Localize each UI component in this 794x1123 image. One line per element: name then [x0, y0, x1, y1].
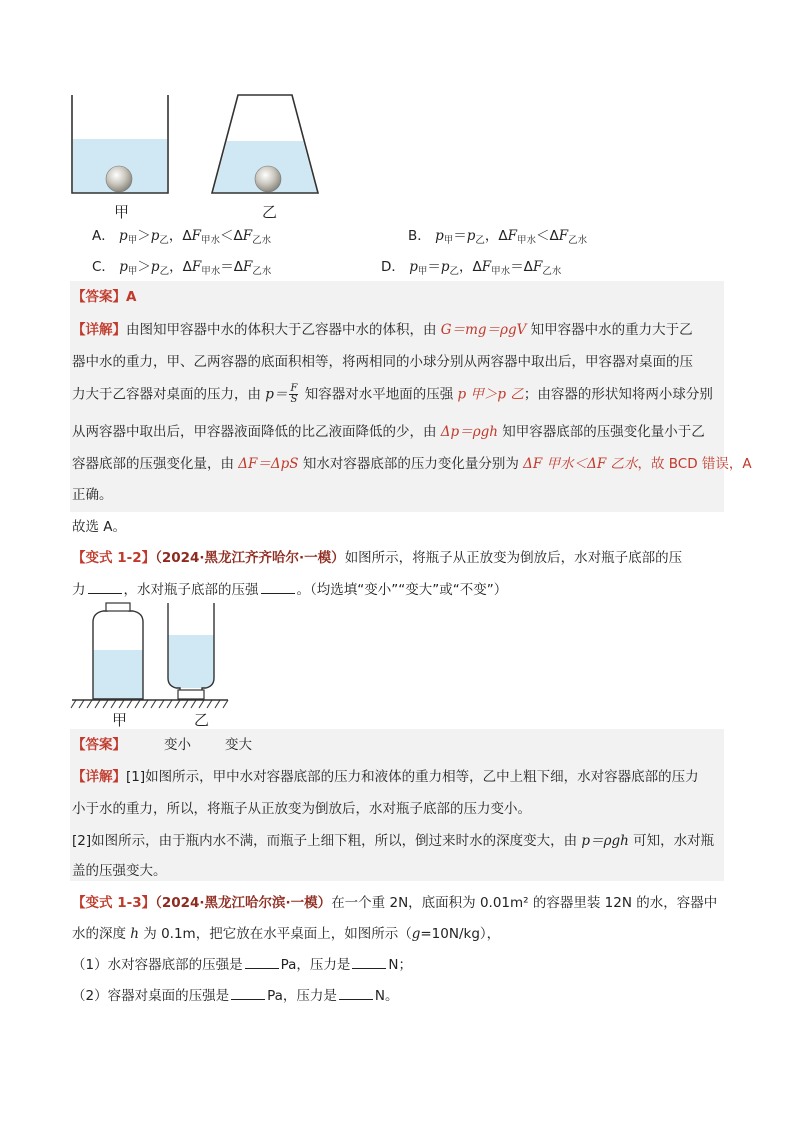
conclusion-1: 故选 A。: [72, 519, 127, 535]
question-1-3-line-2: 水的深度 h 为 0.1m，把它放在水平桌面上，如图所示（g=10N/kg），: [72, 926, 501, 942]
answer-1: 【答案】A: [72, 289, 137, 305]
figure-containers: [70, 92, 330, 200]
detail-1-line-6: 正确。: [72, 487, 113, 503]
question-1-3-sub-2: （2）容器对桌面的压强是 Pa，压力是 N。: [72, 988, 399, 1004]
figure2-label-yi: 乙: [194, 711, 210, 729]
detail-2-line-1: 【详解】[1]如图所示，甲中水对容器底部的压力和液体的重力相等，乙中上粗下细，水对容器底部的压力: [72, 769, 699, 785]
detail-1-line-1: 【详解】由图知甲容器中水的体积大于乙容器中水的体积，由 G＝mg＝ρgV 知甲容器中水的重力大于乙: [72, 322, 693, 338]
bottle-yi-water: [168, 635, 214, 688]
option-d[interactable]: D． $p_甲=p_乙$，$\Delta F_{甲水}=\Delta F_{乙水}$: [381, 259, 562, 277]
option-b[interactable]: B． $p_甲=p_乙$，$\Delta F_{甲水}<\Delta F_{乙水}$: [408, 228, 588, 246]
option-c[interactable]: C． $p_甲>p_乙$，$\Delta F_{甲水}=\Delta F_{乙水}$: [92, 259, 272, 277]
figure2-label-jia: 甲: [112, 711, 128, 729]
detail-1-line-4: 从两容器中取出后，甲容器液面降低的比乙液面降低的少，由 Δp＝ρgh 知甲容器底部的压强变化量小于乙: [72, 424, 705, 440]
figure1-label-jia: 甲: [114, 203, 130, 221]
detail-1-line-5: 容器底部的压强变化量，由 ΔF＝ΔpS 知水对容器底部的压力变化量分别为 ΔF 甲水＜ΔF 乙水，故 BCD 错误，A: [72, 456, 752, 472]
detail-2-line-3: [2]如图所示，由于瓶内水不满，而瓶子上细下粗，所以，倒过来时水的深度变大，由 p＝ρgh 可知，水对瓶: [72, 833, 715, 849]
detail-2-line-4: 盖的压强变大。: [72, 863, 167, 879]
answer-blank-force-water[interactable]: [352, 956, 386, 969]
answer-blank-pressure[interactable]: [261, 581, 295, 594]
answer-blank-pressure-water[interactable]: [245, 956, 279, 969]
detail-2-line-2: 小于水的重力，所以，将瓶子从正放变为倒放后，水对瓶子底部的压力变小。: [72, 801, 531, 817]
detail-1-line-2: 器中水的重力，甲、乙两容器的底面积相等，将两相同的小球分别从两容器中取出后，甲容器对桌面的压: [72, 354, 693, 370]
fraction-f-over-s: $\frac{F}{S}$: [290, 383, 298, 405]
bottle-jia-water: [93, 650, 143, 699]
detail-1-line-3: 力大于乙容器对桌面的压力，由 p＝ $\frac{F}{S}$ 知容器对水平地面的压强 p 甲＞p 乙；由容器的形状知将两小球分别: [72, 383, 713, 405]
option-a[interactable]: A． $p_甲>p_乙$，$\Delta F_{甲水}<\Delta F_{乙水}$: [92, 228, 272, 246]
question-1-2-line-2: 力 ，水对瓶子底部的压强 。（均选填“变小”“变大”或“不变”）: [72, 582, 508, 598]
question-1-2-line-1: 【变式 1-2】（2024·黑龙江齐齐哈尔·一模）如图所示，将瓶子从正放变为倒放后，水对瓶子底部的压: [72, 550, 683, 566]
ball-jia: [106, 166, 132, 192]
answer-2: 【答案】 变小 变大: [72, 737, 252, 753]
answer-blank-force[interactable]: [88, 581, 122, 594]
ball-yi: [255, 166, 281, 192]
question-1-3-line-1: 【变式 1-3】（2024·黑龙江哈尔滨·一模）在一个重 2N，底面积为 0.01m² 的容器里装 12N 的水，容器中: [72, 895, 718, 911]
figure-bottles: [70, 600, 230, 712]
answer-blank-force-table[interactable]: [339, 987, 373, 1000]
answer-blank-pressure-table[interactable]: [231, 987, 265, 1000]
question-1-3-sub-1: （1）水对容器底部的压强是 Pa，压力是 N；: [72, 957, 413, 973]
figure1-label-yi: 乙: [262, 203, 278, 221]
